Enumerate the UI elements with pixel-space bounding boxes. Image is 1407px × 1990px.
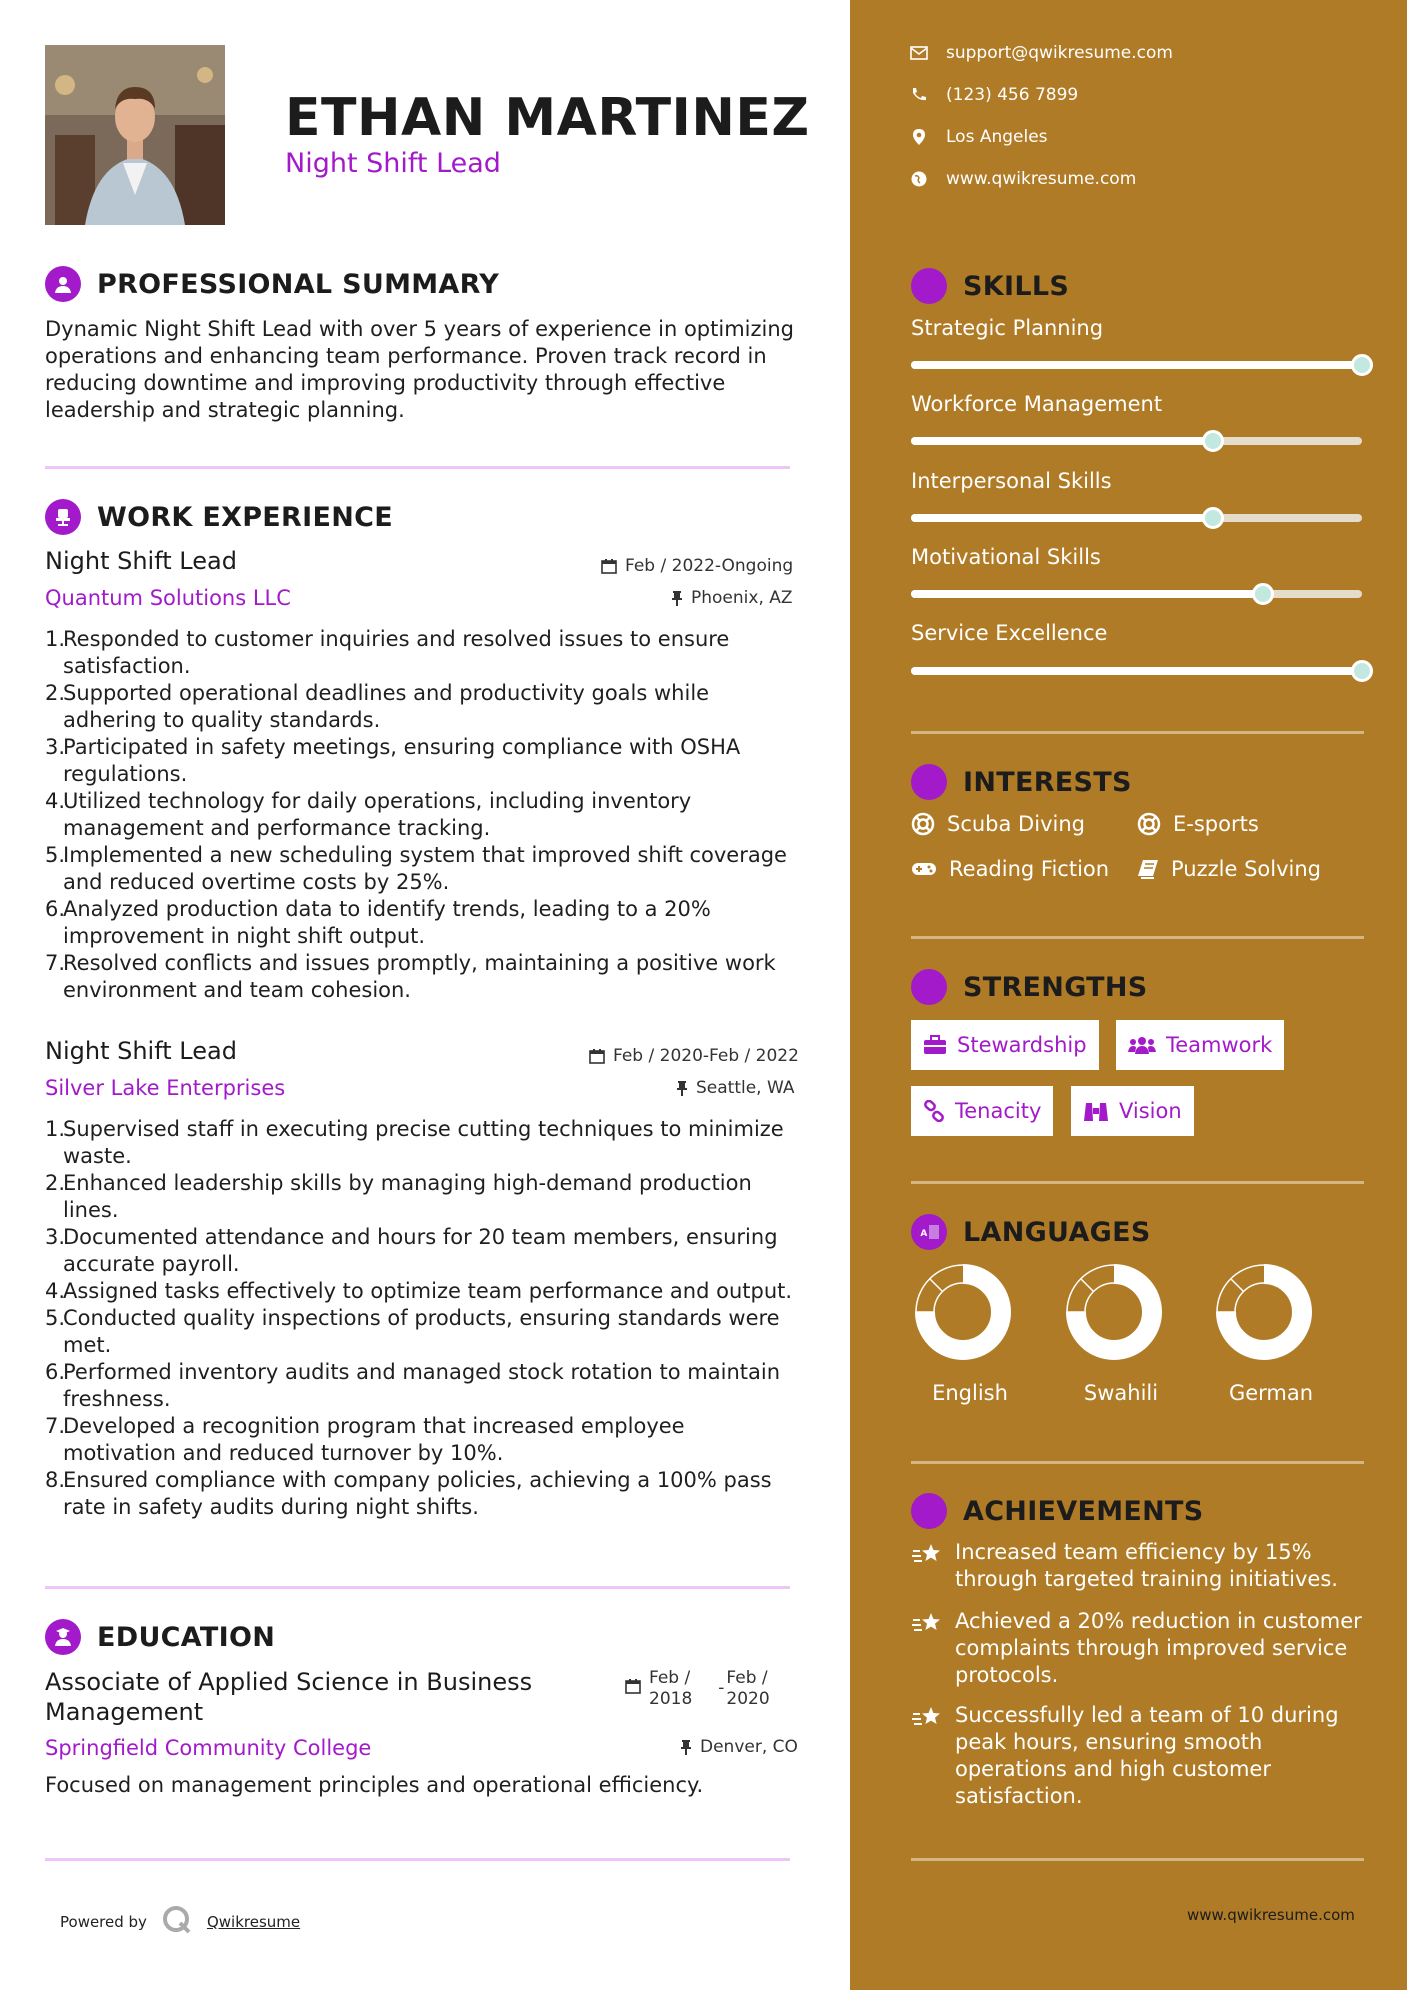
job-bullets	[45, 626, 825, 1004]
users-icon	[1128, 1035, 1156, 1055]
shooting-star-icon	[911, 1610, 943, 1636]
lightbulb-icon	[911, 268, 947, 304]
divider	[45, 466, 790, 469]
skill-name: Workforce Management	[911, 392, 1163, 416]
achievement-item: Successfully led a team of 10 during peak hours, ensuring smooth operations and high customer satisfaction.	[911, 1702, 1371, 1810]
skill-bar-fill	[911, 514, 1213, 522]
list-item: 7. Resolved conflicts and issues promptly, maintaining a positive work environment and team cohesion.	[45, 951, 776, 1002]
skills-heading	[911, 268, 1069, 304]
interests-title: INTERESTS	[963, 766, 1132, 798]
skill-bar-knob	[1351, 660, 1373, 682]
strength-chip: Teamwork	[1116, 1020, 1284, 1070]
briefcase-icon	[923, 1035, 947, 1055]
list-item: 1. Supervised staff in executing precise cutting techniques to minimize waste.	[45, 1117, 784, 1168]
experience-title: WORK EXPERIENCE	[97, 501, 393, 533]
summary-title: PROFESSIONAL SUMMARY	[97, 268, 500, 300]
degree-title: Associate of Applied Science in Business Management	[45, 1668, 533, 1726]
language-ring	[915, 1264, 1011, 1360]
school-name: Springfield Community College	[45, 1736, 372, 1760]
profile-photo	[45, 45, 225, 225]
calendar-icon	[601, 558, 617, 574]
candidate-role: Night Shift Lead	[285, 148, 501, 179]
shooting-star-icon	[911, 1541, 943, 1567]
list-item: 2. Enhanced leadership skills by managing high-demand production lines.	[45, 1171, 752, 1222]
binoculars-icon	[1083, 1100, 1109, 1122]
divider	[911, 1461, 1364, 1464]
interest-item: Reading Fiction	[911, 857, 1109, 881]
shooting-star-icon	[911, 1704, 943, 1730]
achievement-item: Increased team efficiency by 15% through targeted training initiatives.	[911, 1539, 1371, 1593]
job-company: Silver Lake Enterprises	[45, 1076, 286, 1100]
life-ring-icon	[911, 812, 935, 836]
skill-bar	[911, 667, 1362, 675]
calendar-icon	[625, 1678, 641, 1694]
language-icon	[911, 1214, 947, 1250]
divider	[45, 1586, 790, 1589]
phone-icon	[910, 87, 928, 103]
skill-name: Strategic Planning	[911, 316, 1104, 340]
calendar-icon	[589, 1048, 605, 1064]
job-location-text: Phoenix, AZ	[691, 588, 793, 608]
skill-name: Service Excellence	[911, 621, 1108, 645]
education-date: Feb / 2018 - Feb / 2020	[625, 1668, 770, 1710]
interest-item: E-sports	[1137, 812, 1259, 836]
contact-location: Los Angeles	[910, 127, 1048, 147]
list-item: 8. Ensured compliance with company policies, achieving a 100% pass rate in safety audits during night shifts.	[45, 1468, 772, 1519]
divider	[911, 936, 1364, 939]
education-location: Denver, CO	[680, 1737, 798, 1757]
interests-heading	[911, 764, 1132, 800]
skill-bar	[911, 590, 1362, 598]
star-badge-icon	[911, 1493, 947, 1529]
contact-phone: (123) 456 7899	[910, 85, 1078, 105]
skill-name: Motivational Skills	[911, 545, 1101, 569]
job-date-text: Feb / 2022-Ongoing	[625, 556, 794, 576]
skills-title: SKILLS	[963, 270, 1070, 302]
divider	[911, 1181, 1364, 1184]
experience-heading	[45, 499, 393, 535]
job-location	[671, 588, 793, 608]
strengths-heading	[911, 969, 1148, 1005]
job-location-text: Seattle, WA	[696, 1078, 795, 1098]
envelope-icon	[910, 46, 928, 60]
contact-website	[910, 169, 1136, 189]
language-ring	[1066, 1264, 1162, 1360]
list-item: 4. Utilized technology for daily operations, including inventory management and performance tracking.	[45, 789, 692, 840]
language-label: English	[932, 1381, 1008, 1405]
globe-icon	[910, 170, 928, 188]
interest-item: Puzzle Solving	[1137, 857, 1321, 881]
list-item: 2. Supported operational deadlines and productivity goals while adhering to quality standards.	[45, 681, 710, 732]
divider	[45, 1858, 790, 1861]
strength-chip: Vision	[1071, 1086, 1194, 1136]
skill-name: Interpersonal Skills	[911, 469, 1112, 493]
job-date-text: Feb / 2020-Feb / 2022	[613, 1046, 799, 1066]
pin-icon	[680, 1739, 692, 1755]
pin-icon	[676, 1080, 688, 1096]
skill-bar-knob	[1351, 354, 1373, 376]
divider	[911, 731, 1364, 734]
life-ring-icon	[1137, 812, 1161, 836]
skill-bar-fill	[911, 361, 1362, 369]
gamepad-icon	[911, 860, 937, 878]
skill-bar	[911, 437, 1362, 445]
strength-chip: Tenacity	[911, 1086, 1053, 1136]
map-marker-icon	[910, 128, 928, 146]
education-text: Focused on management principles and operational efficiency.	[45, 1773, 704, 1797]
job-bullets	[45, 1116, 835, 1521]
job-title: Night Shift Lead	[45, 1037, 237, 1065]
paper-plane-icon	[911, 764, 947, 800]
language-ring	[1216, 1264, 1312, 1360]
skill-bar	[911, 361, 1362, 369]
powered-by: Powered by Qwikresume	[60, 1904, 300, 1940]
qwikresume-link[interactable]: Qwikresume	[206, 1913, 301, 1931]
languages-heading	[911, 1214, 1151, 1250]
skill-bar-knob	[1252, 583, 1274, 605]
graduation-cap-icon	[45, 1619, 81, 1655]
website-link[interactable]: www.qwikresume.com	[946, 169, 1137, 189]
list-item: 6. Performed inventory audits and managed stock rotation to maintain freshness.	[45, 1360, 781, 1411]
job-title: Night Shift Lead	[45, 547, 237, 575]
job-company: Quantum Solutions LLC	[45, 586, 291, 610]
list-item: 3. Documented attendance and hours for 20 team members, ensuring accurate payroll.	[45, 1225, 778, 1276]
list-item: 4. Assigned tasks effectively to optimize team performance and output.	[45, 1279, 793, 1303]
languages-title: LANGUAGES	[963, 1216, 1151, 1248]
book-icon	[1137, 859, 1159, 879]
qwikresume-logo-icon	[161, 1904, 193, 1940]
skill-bar-knob	[1202, 507, 1224, 529]
interest-item: Scuba Diving	[911, 812, 1085, 836]
list-item: 5. Conducted quality inspections of products, ensuring standards were met.	[45, 1306, 780, 1357]
chair-icon	[45, 499, 81, 535]
skill-bar-fill	[911, 590, 1263, 598]
candidate-name: ETHAN MARTINEZ	[285, 88, 810, 148]
job-date	[601, 556, 793, 576]
summary-text: Dynamic Night Shift Lead with over 5 years of experience in optimizing operations and enhancing team performance. Proven track record in reducing downtime and improving productivity through effective leadership and strategic planning.	[45, 317, 794, 422]
job-location	[676, 1078, 795, 1098]
user-icon	[45, 266, 81, 302]
job-date	[589, 1046, 799, 1066]
footer-url-link[interactable]: www.qwikresume.com	[1187, 1906, 1355, 1924]
pin-icon	[671, 590, 683, 606]
contact-email	[910, 43, 1173, 63]
list-item: 6. Analyzed production data to identify trends, leading to a 20% improvement in night shift output.	[45, 897, 711, 948]
achievements-title: ACHIEVEMENTS	[963, 1495, 1204, 1527]
education-title: EDUCATION	[97, 1621, 276, 1653]
list-item: 1. Responded to customer inquiries and resolved issues to ensure satisfaction.	[45, 627, 730, 678]
list-item: 3. Participated in safety meetings, ensuring compliance with OSHA regulations.	[45, 735, 741, 786]
email-link[interactable]: support@qwikresume.com	[946, 43, 1173, 63]
list-item: 5. Implemented a new scheduling system that improved shift coverage and reduced overtime costs by 25%.	[45, 843, 787, 894]
skill-bar-fill	[911, 667, 1362, 675]
strengths-title: STRENGTHS	[963, 971, 1148, 1003]
education-heading	[45, 1619, 275, 1655]
skill-bar	[911, 514, 1362, 522]
fist-icon	[911, 969, 947, 1005]
language-label: Swahili	[1083, 1381, 1159, 1405]
language-label: German	[1228, 1381, 1314, 1405]
link-icon	[923, 1100, 945, 1122]
achievement-item: Achieved a 20% reduction in customer complaints through improved service protocols.	[911, 1608, 1371, 1689]
achievements-heading	[911, 1493, 1204, 1529]
skill-bar-fill	[911, 437, 1213, 445]
divider	[911, 1858, 1364, 1861]
strength-chip: Stewardship	[911, 1020, 1099, 1070]
summary-heading	[45, 266, 499, 302]
skill-bar-knob	[1202, 430, 1224, 452]
list-item: 7. Developed a recognition program that increased employee motivation and reduced turnover by 10%.	[45, 1414, 685, 1465]
svg-text:A: A	[920, 1229, 928, 1239]
